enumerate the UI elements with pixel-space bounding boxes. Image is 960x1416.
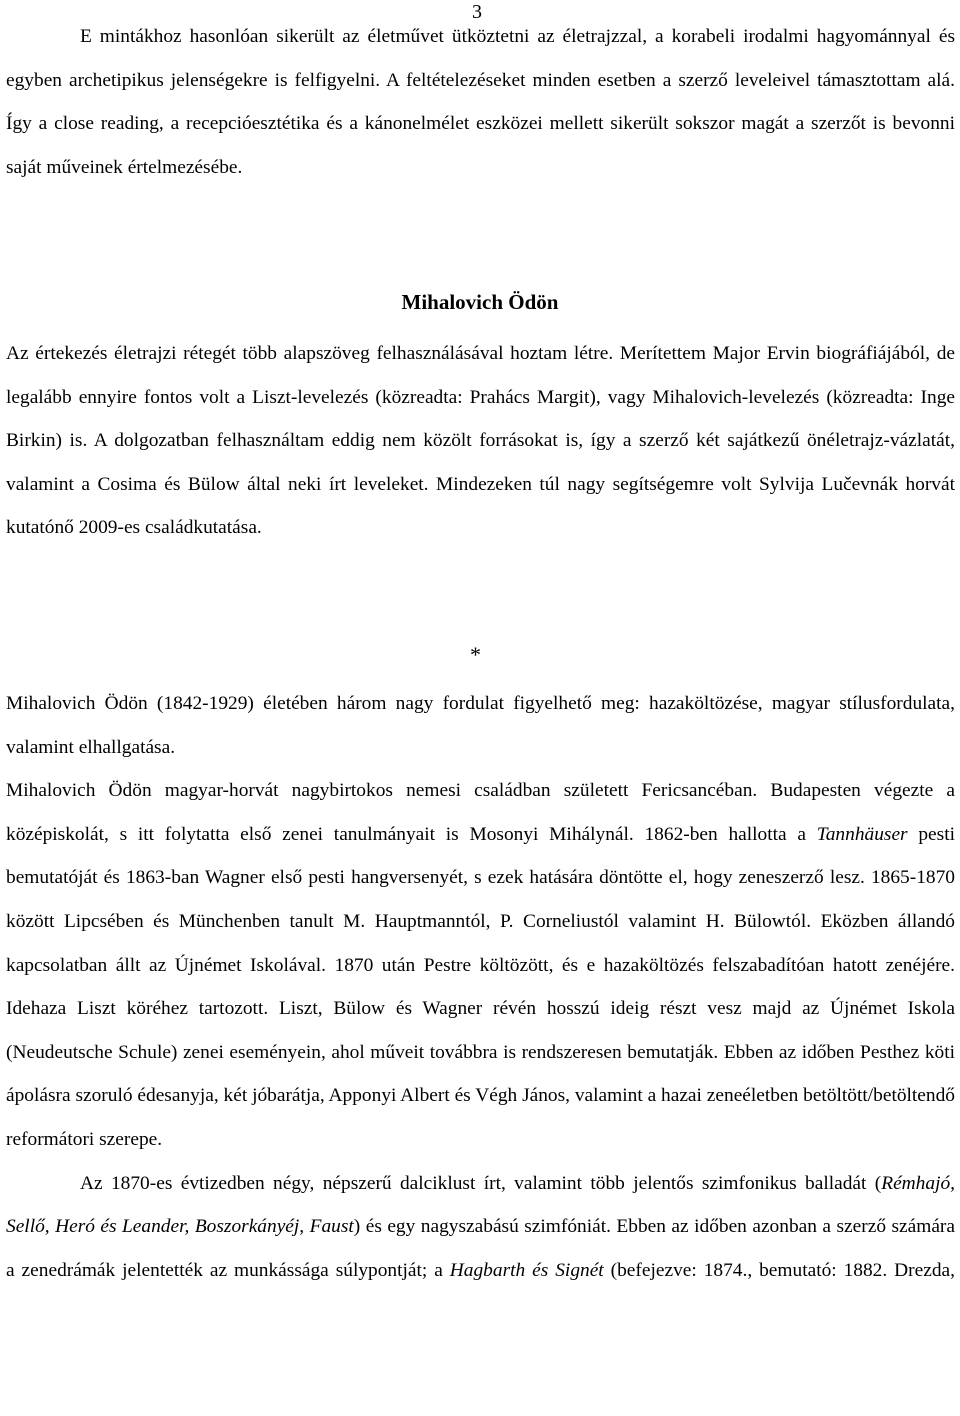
bio-paragraph-3-text-1: Az 1870-es évtizedben négy, népszerű dalciklust írt, valamint több jelentős szimfonikus balladát (: [80, 1172, 882, 1194]
bio-paragraph-2-text-2: pesti bemutatóját és 1863-ban Wagner első pesti hangversenyét, s ezek hatására döntötte el, hogy zeneszerző lesz. 1865-1870 között Lipcsében és Münchenben tanult M. Hauptmanntól, P. Corneliustól valamint H. Bülowtól. Eközben állandó kapcsolatban állt az Újnémet Iskolával. 1870 után Pestre költözött, és e hazaköltözés felszabadítóan hatott zenéjére. Idehaza Liszt köréhez tartozott. Liszt, Bülow és Wagner révén hosszú ideig részt vesz majd az Újnémet Iskola (Neudeutsche Schule) zenei eseményein, ahol műveit továbbra is rendszeresen bemutatják. Ebben az időben Pesthez köti ápolásra szoruló édesanyja, két jóbarátja, Apponyi Albert és Végh János, valamint a hazai zeneéletben betöltött/betöltendő reformátori szerepe.: [6, 823, 955, 1150]
bio-paragraph-2-text-1: Mihalovich Ödön magyar-horvát nagybirtokos nemesi családban született Fericsancéban. Budapesten végezte a középiskolát, s itt folytatta első zenei tanulmányait is Mosonyi Mihálynál. 1862-ben hallotta a: [6, 780, 955, 845]
intro-paragraph: E mintákhoz hasonlóan sikerült az életművet ütköztetni az életrajzzal, a korabeli irodalmi hagyománnyal és egyben archetipikus jelenségekre is felfigyelni. A feltételezéseket minden esetben a szerző leveleivel támasztottam alá. Így a close reading, a recepcióesztétika és a kánonelmélet eszközei mellett sikerült sokszor magát a szerzőt is bevonni saját műveinek értelmezésébe.: [6, 26, 955, 178]
page-number: 3: [472, 1, 482, 23]
sources-section: [6, 332, 955, 550]
works-list-ballads: Rémhajó, Sellő, Heró és Leander, Boszorkányéj, Faust: [6, 1172, 955, 1238]
bio-paragraph-3: [6, 1162, 955, 1281]
intro-section: [6, 15, 955, 189]
work-title-tannhauser: Tannhäuser: [816, 823, 908, 845]
section-title: Mihalovich Ödön: [401, 290, 559, 314]
biography-section: [6, 682, 955, 1281]
work-title-hagbarth: Hagbarth és Signét: [449, 1259, 604, 1281]
sources-paragraph: Az értekezés életrajzi rétegét több alapszöveg felhasználásával hoztam létre. Merítettem Major Ervin biográfiájából, de legalább ennyire fontos volt a Liszt-levelezés (közreadta: Prahács Margit), vagy Mihalovich-levelezés (közreadta: Inge Birkin) is. A dolgozatban felhasználtam eddig nem közölt forrásokat is, így a szerző két sajátkezű önéletrajz-vázlatát, valamint a Cosima és Bülow által neki írt leveleket. Mindezeken túl nagy segítségemre volt Sylvija Lučevnák horvát kutatónő 2009-es családkutatása.: [6, 343, 955, 539]
bio-paragraph-3-text-3: (befejezve: 1874., bemutató: 1882. Drezda,: [603, 1259, 955, 1281]
section-separator: *: [470, 642, 481, 667]
bio-paragraph-3-text-2: ) és egy nagyszabású szimfóniát. Ebben az időben azonban a szerző számára a zenedrámák jelentették az munkássága súlypontját; a: [6, 1216, 955, 1281]
bio-paragraph-2: [6, 769, 955, 1161]
bio-paragraph-1: Mihalovich Ödön (1842-1929) életében három nagy fordulat figyelhető meg: hazaköltözése, magyar stílusfordulata, valamint elhallgatása.: [6, 693, 955, 758]
